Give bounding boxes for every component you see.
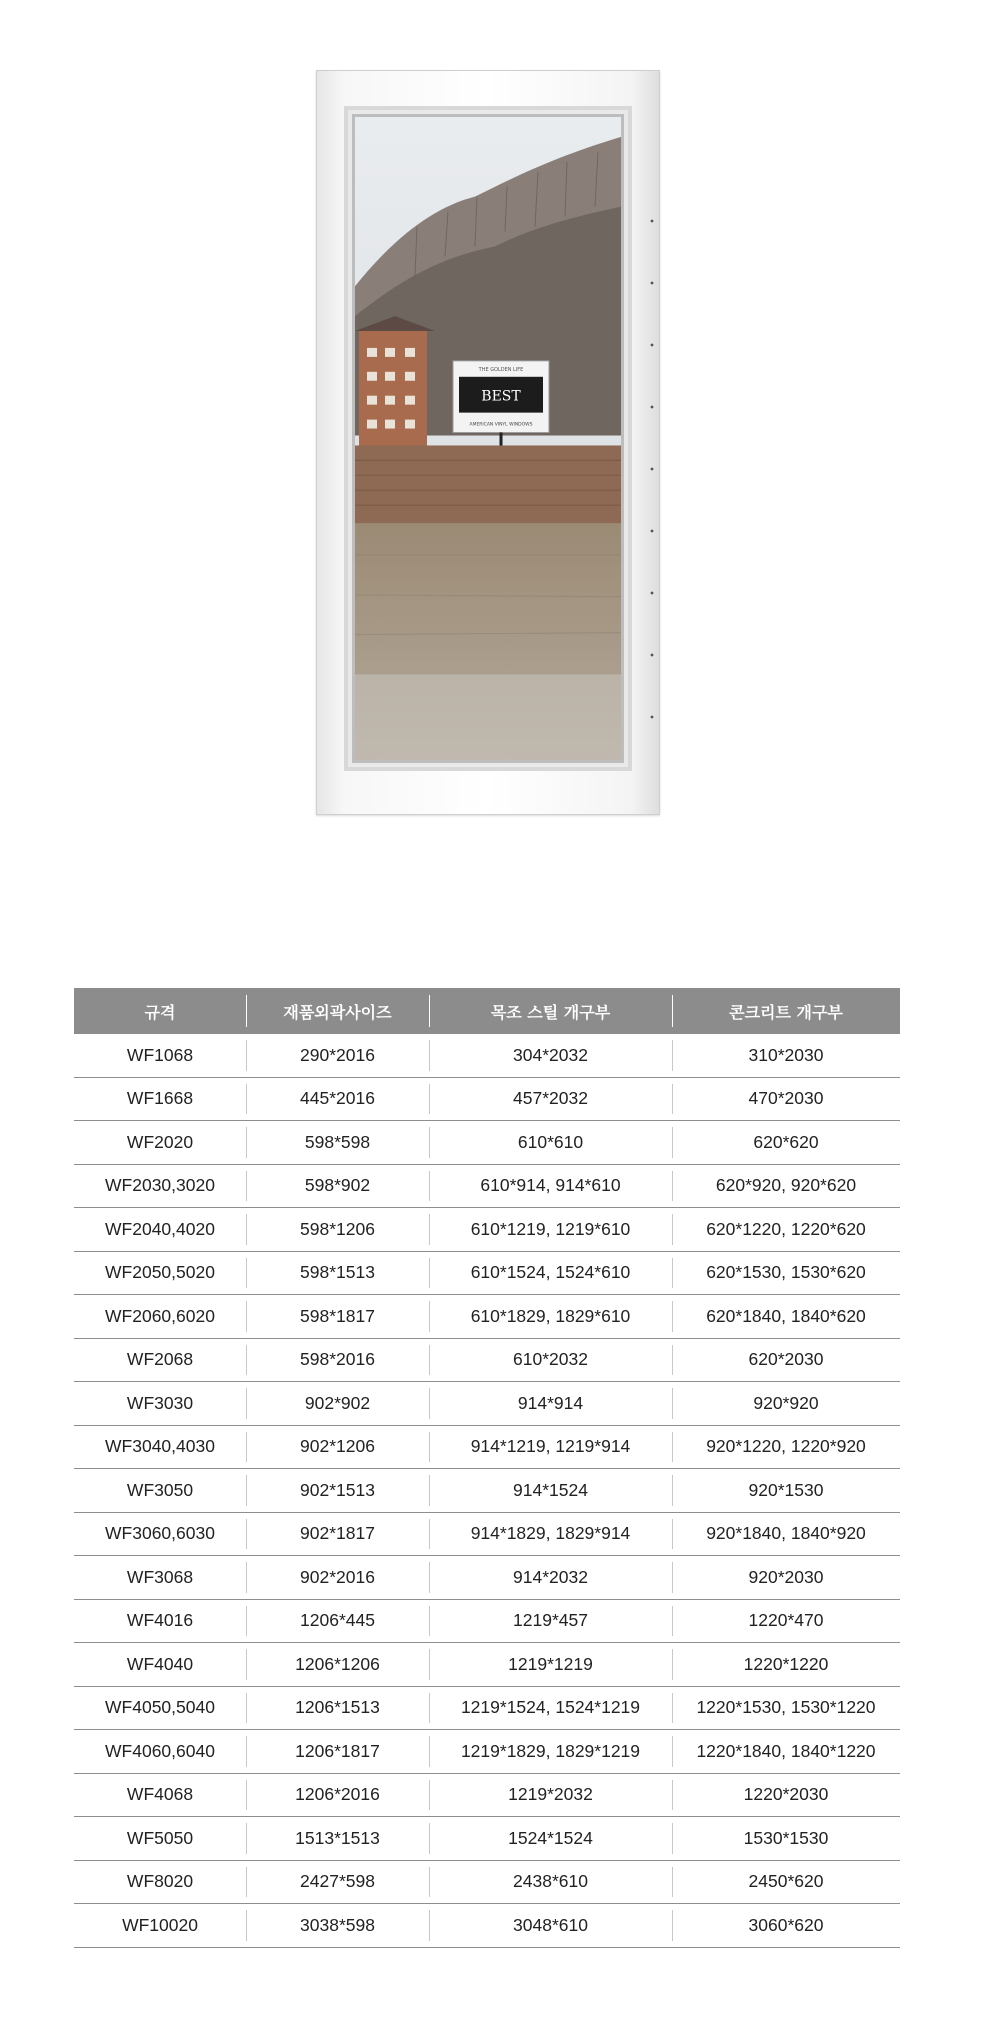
cell-spec: WF4060,6040 [74, 1730, 246, 1774]
sign-subtext: AMERICAN VINYL WINDOWS [469, 422, 533, 428]
table-row [74, 1469, 900, 1513]
cell-product-size: 598*902 [246, 1164, 429, 1208]
cell-spec: WF4016 [74, 1599, 246, 1643]
cell-wood-steel-opening: 610*1524, 1524*610 [429, 1251, 672, 1295]
cell-product-size: 598*598 [246, 1121, 429, 1165]
table-row [74, 1512, 900, 1556]
table-row [74, 1425, 900, 1469]
cell-product-size: 1206*445 [246, 1599, 429, 1643]
cell-wood-steel-opening: 914*914 [429, 1382, 672, 1426]
cell-product-size: 3038*598 [246, 1904, 429, 1948]
cell-spec: WF2020 [74, 1121, 246, 1165]
cell-wood-steel-opening: 610*914, 914*610 [429, 1164, 672, 1208]
cell-spec: WF3050 [74, 1469, 246, 1513]
cell-product-size: 1513*1513 [246, 1817, 429, 1861]
header-concrete-opening: 콘크리트 개구부 [672, 988, 900, 1034]
cell-product-size: 290*2016 [246, 1034, 429, 1077]
cell-spec: WF2050,5020 [74, 1251, 246, 1295]
cell-concrete-opening: 1220*2030 [672, 1773, 900, 1817]
table-row [74, 1295, 900, 1339]
cell-product-size: 902*1513 [246, 1469, 429, 1513]
cell-concrete-opening: 920*920 [672, 1382, 900, 1426]
cell-concrete-opening: 620*920, 920*620 [672, 1164, 900, 1208]
cell-wood-steel-opening: 1219*1829, 1829*1219 [429, 1730, 672, 1774]
cell-spec: WF8020 [74, 1860, 246, 1904]
table-row [74, 1121, 900, 1165]
cell-spec: WF3068 [74, 1556, 246, 1600]
cell-concrete-opening: 920*2030 [672, 1556, 900, 1600]
table-row [74, 1034, 900, 1077]
cell-spec: WF5050 [74, 1817, 246, 1861]
cell-wood-steel-opening: 1219*2032 [429, 1773, 672, 1817]
cell-concrete-opening: 1220*1840, 1840*1220 [672, 1730, 900, 1774]
cell-spec: WF3060,6030 [74, 1512, 246, 1556]
sign-brand-text: BEST [481, 388, 521, 405]
cell-wood-steel-opening: 610*1829, 1829*610 [429, 1295, 672, 1339]
cell-wood-steel-opening: 3048*610 [429, 1904, 672, 1948]
table-row [74, 1338, 900, 1382]
cell-concrete-opening: 920*1530 [672, 1469, 900, 1513]
cell-spec: WF2040,4020 [74, 1208, 246, 1252]
cell-spec: WF2068 [74, 1338, 246, 1382]
table-row [74, 1599, 900, 1643]
header-wood-steel-opening: 목조 스틸 개구부 [429, 988, 672, 1034]
product-photo-window [316, 70, 660, 815]
cell-product-size: 902*2016 [246, 1556, 429, 1600]
table-row [74, 1556, 900, 1600]
table-row [74, 1817, 900, 1861]
cell-product-size: 598*2016 [246, 1338, 429, 1382]
cell-product-size: 902*902 [246, 1382, 429, 1426]
cell-spec: WF1668 [74, 1077, 246, 1121]
cell-wood-steel-opening: 914*1524 [429, 1469, 672, 1513]
cell-spec: WF1068 [74, 1034, 246, 1077]
cell-product-size: 445*2016 [246, 1077, 429, 1121]
table-row [74, 1208, 900, 1252]
table-row [74, 1904, 900, 1948]
cell-concrete-opening: 310*2030 [672, 1034, 900, 1077]
cell-concrete-opening: 1220*1530, 1530*1220 [672, 1686, 900, 1730]
sign-header-text: THE GOLDEN LIFE [478, 366, 524, 373]
frame-screw-holes [650, 190, 654, 750]
window-glass [352, 114, 624, 763]
cell-wood-steel-opening: 914*1829, 1829*914 [429, 1512, 672, 1556]
cell-spec: WF4068 [74, 1773, 246, 1817]
cell-wood-steel-opening: 1524*1524 [429, 1817, 672, 1861]
header-product-size: 재품외곽사이즈 [246, 988, 429, 1034]
cell-spec: WF4050,5040 [74, 1686, 246, 1730]
cell-product-size: 598*1206 [246, 1208, 429, 1252]
cell-product-size: 1206*2016 [246, 1773, 429, 1817]
cell-spec: WF3040,4030 [74, 1425, 246, 1469]
table-row [74, 1773, 900, 1817]
cell-concrete-opening: 620*620 [672, 1121, 900, 1165]
table-row [74, 1730, 900, 1774]
cell-concrete-opening: 620*1840, 1840*620 [672, 1295, 900, 1339]
cell-concrete-opening: 1220*470 [672, 1599, 900, 1643]
cell-wood-steel-opening: 914*2032 [429, 1556, 672, 1600]
cell-wood-steel-opening: 1219*1219 [429, 1643, 672, 1687]
cell-spec: WF2060,6020 [74, 1295, 246, 1339]
cell-wood-steel-opening: 1219*1524, 1524*1219 [429, 1686, 672, 1730]
cell-product-size: 598*1513 [246, 1251, 429, 1295]
cell-product-size: 2427*598 [246, 1860, 429, 1904]
table-row [74, 1643, 900, 1687]
cell-wood-steel-opening: 1219*457 [429, 1599, 672, 1643]
cell-concrete-opening: 620*2030 [672, 1338, 900, 1382]
table-row [74, 1164, 900, 1208]
cell-product-size: 598*1817 [246, 1295, 429, 1339]
header-spec: 규격 [74, 988, 246, 1034]
table-row [74, 1251, 900, 1295]
cell-spec: WF10020 [74, 1904, 246, 1948]
cell-product-size: 1206*1817 [246, 1730, 429, 1774]
cell-wood-steel-opening: 457*2032 [429, 1077, 672, 1121]
spec-table [74, 988, 900, 1948]
cell-wood-steel-opening: 304*2032 [429, 1034, 672, 1077]
cell-product-size: 902*1206 [246, 1425, 429, 1469]
cell-wood-steel-opening: 610*2032 [429, 1338, 672, 1382]
cell-wood-steel-opening: 914*1219, 1219*914 [429, 1425, 672, 1469]
cell-wood-steel-opening: 610*1219, 1219*610 [429, 1208, 672, 1252]
spec-table-header [74, 988, 900, 1034]
cell-concrete-opening: 620*1530, 1530*620 [672, 1251, 900, 1295]
cell-product-size: 1206*1206 [246, 1643, 429, 1687]
cell-spec: WF4040 [74, 1643, 246, 1687]
cell-wood-steel-opening: 610*610 [429, 1121, 672, 1165]
cell-concrete-opening: 1530*1530 [672, 1817, 900, 1861]
cell-concrete-opening: 620*1220, 1220*620 [672, 1208, 900, 1252]
table-row [74, 1686, 900, 1730]
spec-table-body [74, 1034, 900, 1947]
table-row [74, 1860, 900, 1904]
cell-concrete-opening: 920*1220, 1220*920 [672, 1425, 900, 1469]
cell-concrete-opening: 3060*620 [672, 1904, 900, 1948]
cell-spec: WF3030 [74, 1382, 246, 1426]
cell-concrete-opening: 2450*620 [672, 1860, 900, 1904]
cell-concrete-opening: 470*2030 [672, 1077, 900, 1121]
cell-wood-steel-opening: 2438*610 [429, 1860, 672, 1904]
cell-product-size: 902*1817 [246, 1512, 429, 1556]
table-row [74, 1382, 900, 1426]
cell-product-size: 1206*1513 [246, 1686, 429, 1730]
cell-spec: WF2030,3020 [74, 1164, 246, 1208]
cell-concrete-opening: 1220*1220 [672, 1643, 900, 1687]
glass-view-scene [355, 117, 621, 760]
table-row [74, 1077, 900, 1121]
cell-concrete-opening: 920*1840, 1840*920 [672, 1512, 900, 1556]
